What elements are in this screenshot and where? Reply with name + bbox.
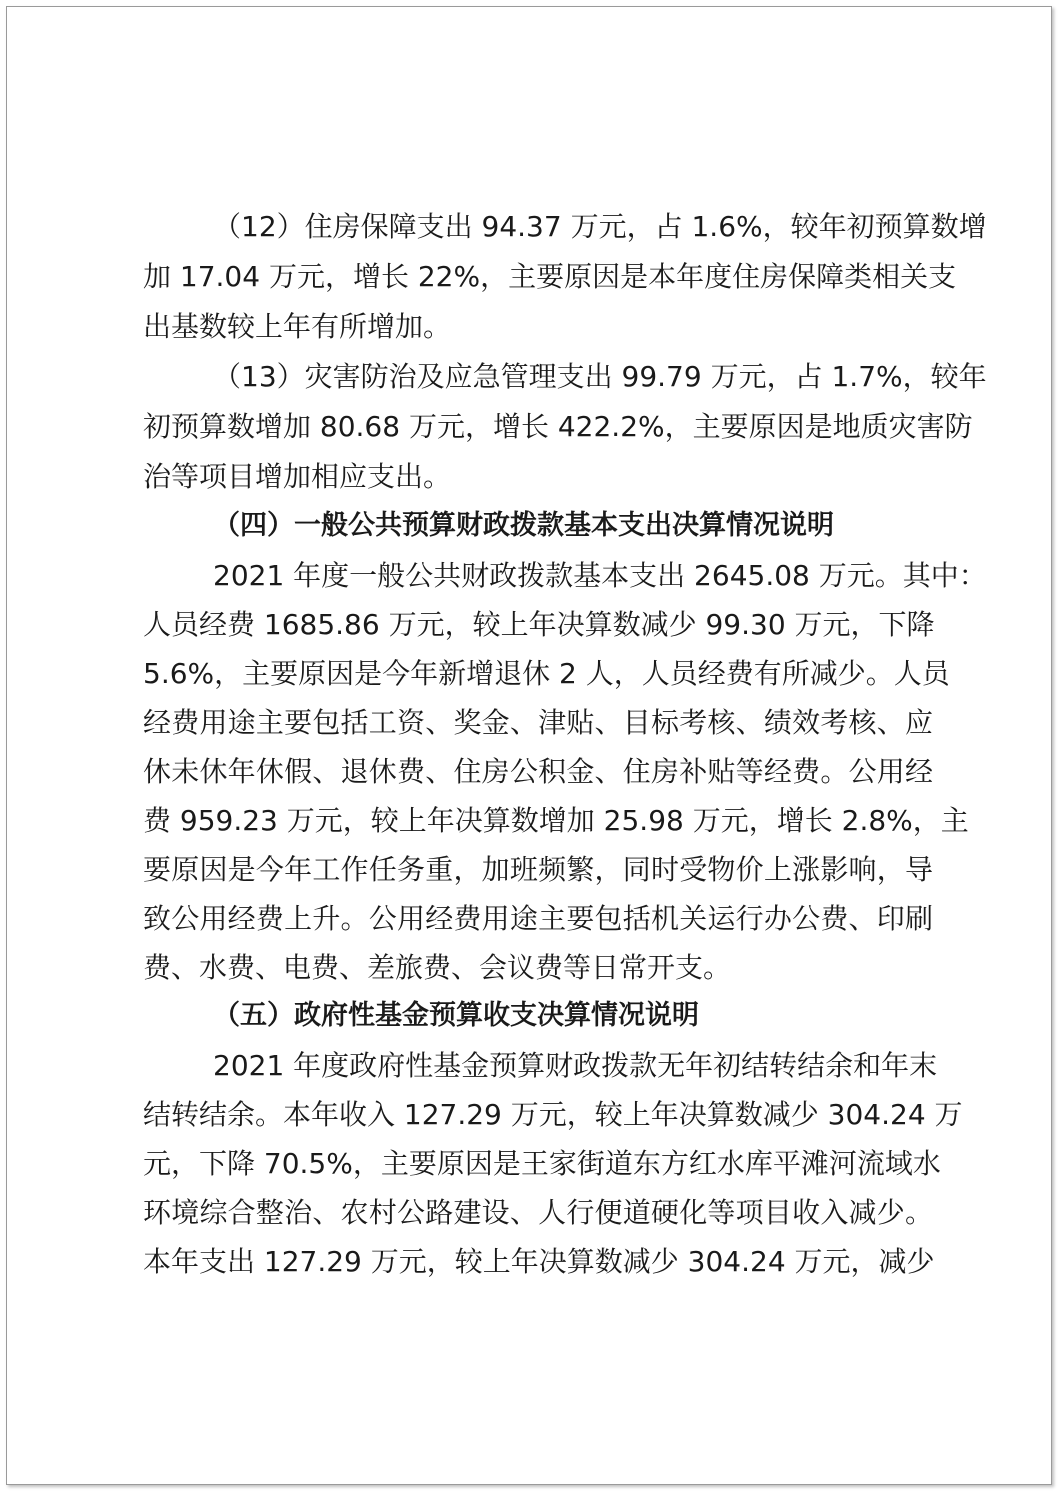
para-basic-line-5: 休未休年休假、退休费、住房公积金、住房补贴等经费。公用经 <box>143 755 933 788</box>
para-fund-line-5: 本年支出 127.29 万元，较上年决算数减少 304.24 万元，减少 <box>143 1245 935 1278</box>
para-basic-line-8: 致公用经费上升。公用经费用途主要包括机关运行办公费、印刷 <box>143 902 933 935</box>
para-fund-line-3: 元，下降 70.5%，主要原因是王家街道东方红水库平滩河流域水 <box>143 1147 941 1180</box>
para-12-line-2: 加 17.04 万元，增长 22%，主要原因是本年度住房保障类相关支 <box>143 260 957 293</box>
section-heading-5: （五）政府性基金预算收支决算情况说明 <box>213 1000 699 1031</box>
para-basic-line-6: 费 959.23 万元，较上年决算数增加 25.98 万元，增长 2.8%，主 <box>143 804 969 837</box>
para-basic-line-4: 经费用途主要包括工资、奖金、津贴、目标考核、绩效考核、应 <box>143 706 933 739</box>
document-page <box>6 6 1052 1485</box>
para-basic-line-9: 费、水费、电费、差旅费、会议费等日常开支。 <box>143 951 732 984</box>
para-fund-line-1: 2021 年度政府性基金预算财政拨款无年初结转结余和年末 <box>213 1049 938 1082</box>
para-basic-line-7: 要原因是今年工作任务重，加班频繁，同时受物价上涨影响，导 <box>143 853 933 886</box>
para-13-line-1: （13）灾害防治及应急管理支出 99.79 万元，占 1.7%，较年 <box>213 360 987 393</box>
para-fund-line-2: 结转结余。本年收入 127.29 万元，较上年决算数减少 304.24 万 <box>143 1098 963 1131</box>
para-12-line-1: （12）住房保障支出 94.37 万元，占 1.6%，较年初预算数增 <box>213 210 987 243</box>
para-12-line-3: 出基数较上年有所增加。 <box>143 310 452 343</box>
section-heading-4: （四）一般公共预算财政拨款基本支出决算情况说明 <box>213 510 834 541</box>
para-basic-line-2: 人员经费 1685.86 万元，较上年决算数减少 99.30 万元，下降 <box>143 608 935 641</box>
para-basic-line-1: 2021 年度一般公共财政拨款基本支出 2645.08 万元。其中： <box>213 559 987 592</box>
para-13-line-3: 治等项目增加相应支出。 <box>143 460 452 493</box>
para-fund-line-4: 环境综合整治、农村公路建设、人行便道硬化等项目收入减少。 <box>143 1196 933 1229</box>
para-13-line-2: 初预算数增加 80.68 万元，增长 422.2%，主要原因是地质灾害防 <box>143 410 973 443</box>
para-basic-line-3: 5.6%，主要原因是今年新增退休 2 人，人员经费有所减少。人员 <box>143 657 950 690</box>
